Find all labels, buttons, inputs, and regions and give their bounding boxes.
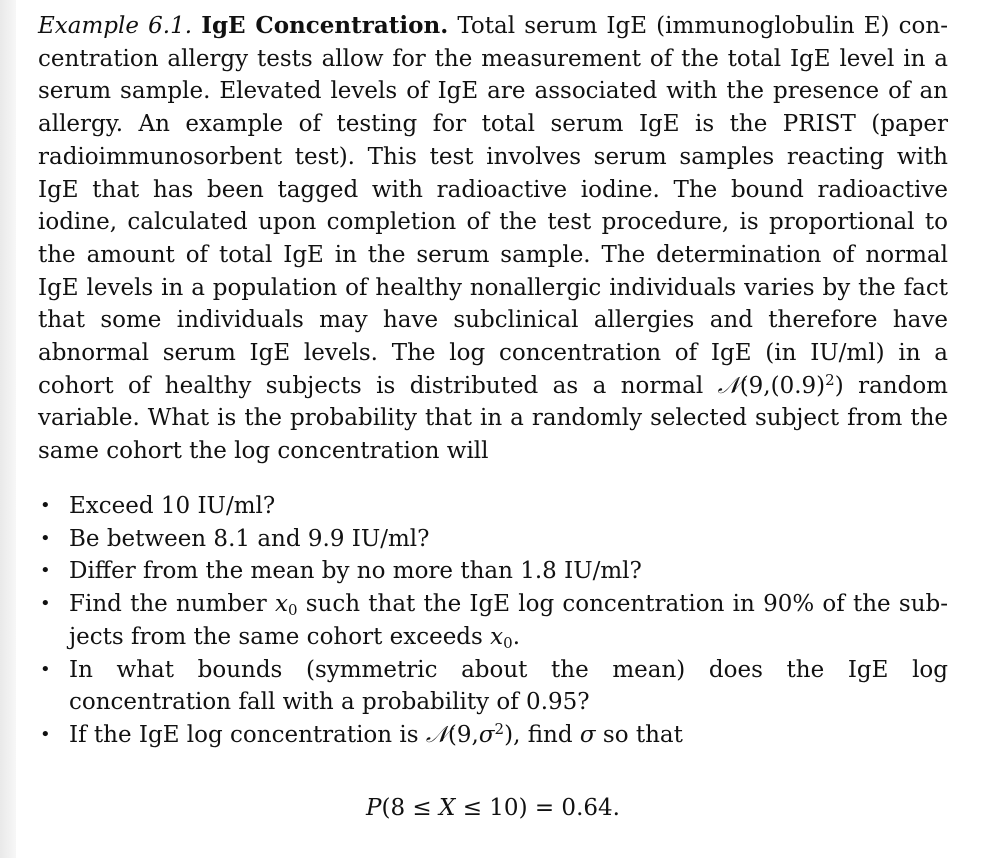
question-text: Differ from the mean by no more than 1.8 IU/ml?: [69, 558, 642, 585]
question-text-end: .: [512, 623, 520, 650]
sigma-symbol: σ: [579, 721, 596, 748]
distribution-args-open: (9,: [447, 721, 479, 748]
question-text-part2: so that: [602, 721, 683, 748]
example-paragraph: [38, 10, 948, 468]
question-text: Be between 8.1 and 9.9 IU/ml?: [69, 525, 430, 552]
random-variable: X: [439, 795, 456, 821]
question-item: [38, 523, 948, 556]
variable-x: x: [490, 623, 504, 650]
normal-distribution-symbol: 𝒩: [425, 721, 448, 748]
question-text-part1: Find the number: [69, 591, 267, 618]
distribution-args-close: ), find: [504, 721, 573, 748]
question-text: Exceed 10 IU/ml?: [69, 493, 276, 519]
document-page: [38, 10, 949, 821]
distribution-exponent: 2: [825, 370, 835, 389]
distribution-args-close: ): [834, 372, 844, 399]
example-body-part2: random variable. What is the probability that in a randomly selected subject from the same cohort the log concentration will: [38, 372, 948, 465]
equation-lhs: (8 ≤: [381, 795, 432, 821]
question-text: In what bounds (symmetric about the mean) does the IgE log concentration fall with a probability of 0.95?: [69, 656, 948, 716]
equation-rhs: ≤ 10) = 0.64.: [462, 795, 620, 821]
example-title: IgE Concentration.: [201, 12, 449, 39]
question-text-part2: such that the IgE log concentration in 90% of the subjects from the same cohort exceeds: [69, 591, 949, 650]
probability-symbol: P: [366, 795, 382, 821]
example-label: Example 6.1.: [38, 13, 193, 39]
distribution-exponent: 2: [494, 719, 505, 738]
variable-subscript: 0: [287, 600, 298, 619]
example-body-part1: Total serum IgE (immunoglobulin E) concentration allergy tests allow for the measurement of the total IgE level in a serum sample. Elevated levels of IgE are associated with the presence of an allergy. An example of testing for total serum IgE is the PRIST (paper radioimmunosorbent test). This test involves serum samples reacting with IgE that has been tagged with radioactive iodine. The bound radioactive iodine, calculated upon completion of the test procedure, is proportional to the amount of total IgE in the serum sample. The determination of normal IgE levels in a population of healthy nonallergic individuals varies by the fact that some individuals may have subclinical allergies and therefore have abnormal serum IgE levels. The log concentration of IgE (in IU/ml) in a cohort of healthy subjects is distributed as a normal: [38, 13, 948, 399]
bullet-icon: •: [40, 495, 51, 516]
distribution-args-open: (9,(0.9): [739, 372, 826, 399]
variable-subscript: 0: [503, 633, 513, 652]
question-text-part1: If the IgE log concentration is: [69, 721, 419, 748]
question-item: [38, 588, 948, 653]
question-list: [38, 490, 948, 752]
bullet-icon: •: [40, 560, 51, 582]
question-item: [38, 719, 948, 752]
probability-equation: [38, 792, 948, 825]
bullet-icon: •: [40, 658, 51, 680]
question-item: [38, 654, 948, 719]
question-item: [38, 490, 948, 523]
bullet-icon: •: [40, 723, 51, 745]
bullet-icon: •: [40, 593, 51, 615]
page-margin-bar: [0, 0, 16, 858]
sigma-symbol: σ: [478, 721, 495, 748]
normal-distribution-notation: [717, 370, 844, 399]
normal-distribution-symbol: 𝒩: [717, 372, 740, 399]
question-item: [38, 555, 948, 588]
variable-x: x: [274, 591, 288, 618]
bullet-icon: •: [40, 527, 51, 549]
